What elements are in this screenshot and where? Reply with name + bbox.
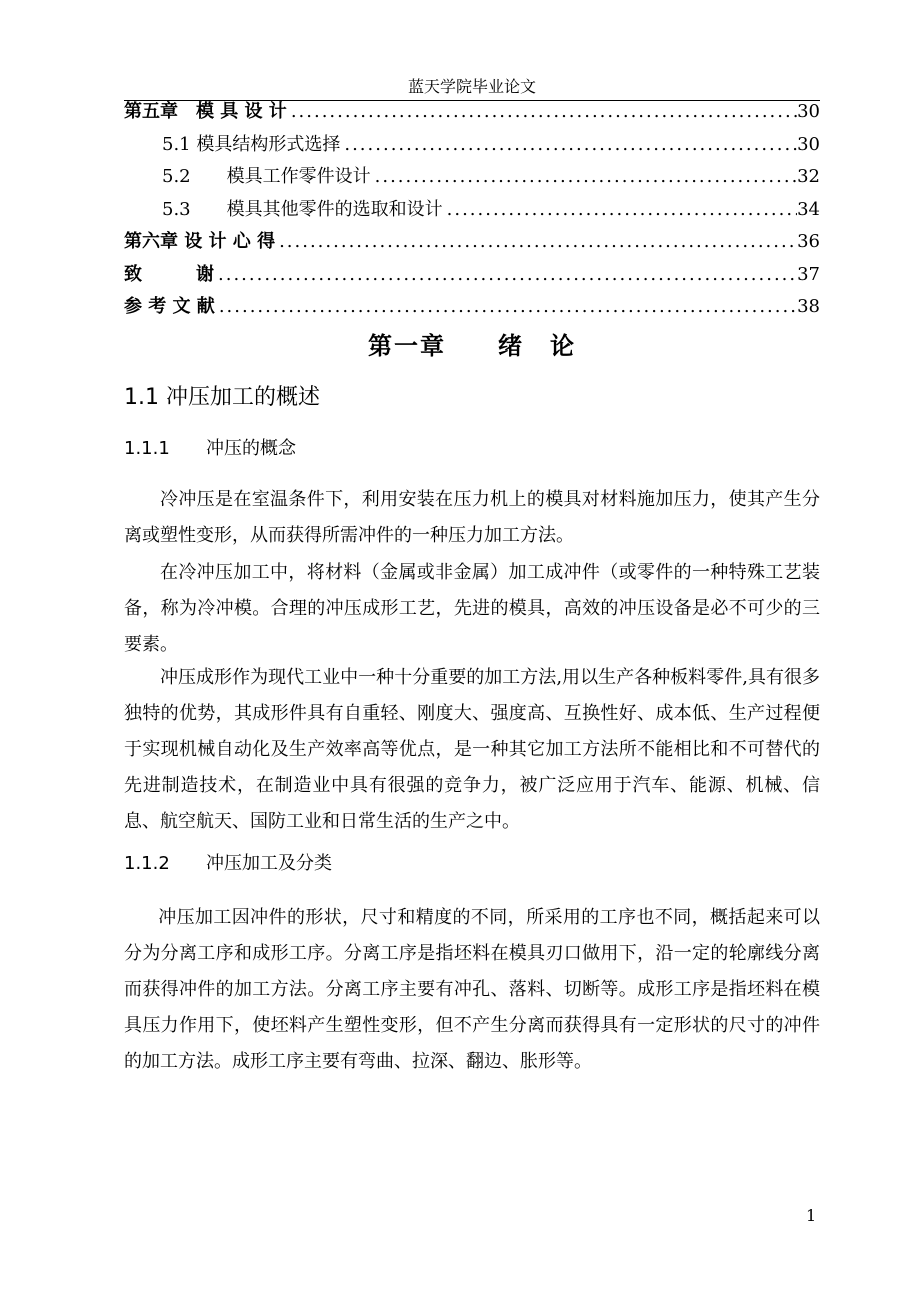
toc-leader-dots	[443, 194, 797, 227]
toc-leader-dots	[275, 226, 797, 259]
toc-entry	[124, 129, 820, 162]
running-header: 蓝天学院毕业论文	[407, 77, 536, 96]
toc-entry	[124, 291, 820, 324]
toc-entry-page: 32	[797, 166, 820, 187]
toc-entry	[124, 161, 820, 194]
section-title: 冲压加工及分类	[206, 853, 332, 874]
page-number: 1	[806, 1206, 817, 1225]
toc-entry-page: 30	[797, 101, 820, 122]
paragraph: 冲压加工因冲件的形状，尺寸和精度的不同，所采用的工序也不同，概括起来可以分为分离工序和成形工序。分离工序是指坯料在模具刃口做用下，沿一定的轮廓线分离而获得冲件的加工方法。分离工序主要有冲孔、落料、切断等。成形工序是指坯料在模具压力作用下，使坯料产生塑性变形，但不产生分离而获得具有一定形状的尺寸的冲件的加工方法。成形工序主要有弯曲、拉深、翻边、胀形等。	[124, 907, 820, 1072]
section-heading-1-1: 1.1 冲压加工的概述	[124, 385, 320, 410]
toc-entry-title: 第六章 设 计 心 得	[124, 231, 276, 252]
toc-leader-dots	[371, 161, 797, 194]
section-number: 1.1.1	[124, 438, 170, 459]
toc-entry	[124, 226, 820, 259]
toc-entry-title: 5.1 模具结构形式选择	[162, 133, 341, 155]
section-number: 1.1.2	[124, 853, 170, 874]
toc-entry-title: 5.2 模具工作零件设计	[162, 166, 371, 187]
toc-leader-dots	[287, 96, 797, 129]
section-title: 冲压的概念	[206, 438, 296, 459]
paragraph: 冲压成形作为现代工业中一种十分重要的加工方法,用以生产各种板料零件,具有很多独特的优势，其成形件具有自重轻、刚度大、强度高、互换性好、成本低、生产过程便于实现机械自动化及生产效率高等优点，是一种其它加工方法所不能相比和不可替代的先进制造技术，在制造业中具有很强的竞争力，被广泛应用于汽车、能源、机械、信息、航空航天、国防工业和日常生活的生产之中。	[124, 667, 820, 832]
toc-leader-dots	[214, 259, 797, 292]
toc-entry-page: 38	[797, 296, 820, 317]
toc-entry-page: 30	[797, 133, 820, 155]
section-heading-1-1-1	[124, 434, 296, 464]
toc-leader-dots	[340, 129, 797, 162]
paragraph: 在冷冲压加工中，将材料（金属或非金属）加工成冲件（或零件的一种特殊工艺装备，称为冷冲模。合理的冲压成形工艺，先进的模具，高效的冲压设备是必不可少的三要素。	[124, 562, 820, 655]
section-heading-1-1-2	[124, 849, 332, 879]
toc-entry-title: 5.3 模具其他零件的选取和设计	[162, 198, 443, 220]
toc-entry-page: 34	[797, 198, 820, 220]
toc-entry-title: 参 考 文 献	[124, 296, 215, 317]
toc-entry	[124, 96, 820, 129]
toc-entry-page: 36	[797, 231, 820, 252]
chapter-title: 第一章 绪 论	[368, 332, 576, 360]
toc-entry	[124, 194, 820, 227]
toc-entry	[124, 259, 820, 292]
toc-entry-title: 第五章 模 具 设 计	[124, 101, 287, 122]
toc-leader-dots	[215, 291, 797, 324]
toc-entry-title: 致 谢	[124, 263, 214, 285]
table-of-contents	[124, 96, 820, 324]
toc-entry-page: 37	[797, 263, 820, 285]
paragraph: 冷冲压是在室温条件下，利用安装在压力机上的模具对材料施加压力，使其产生分离或塑性变形，从而获得所需冲件的一种压力加工方法。	[124, 489, 820, 546]
